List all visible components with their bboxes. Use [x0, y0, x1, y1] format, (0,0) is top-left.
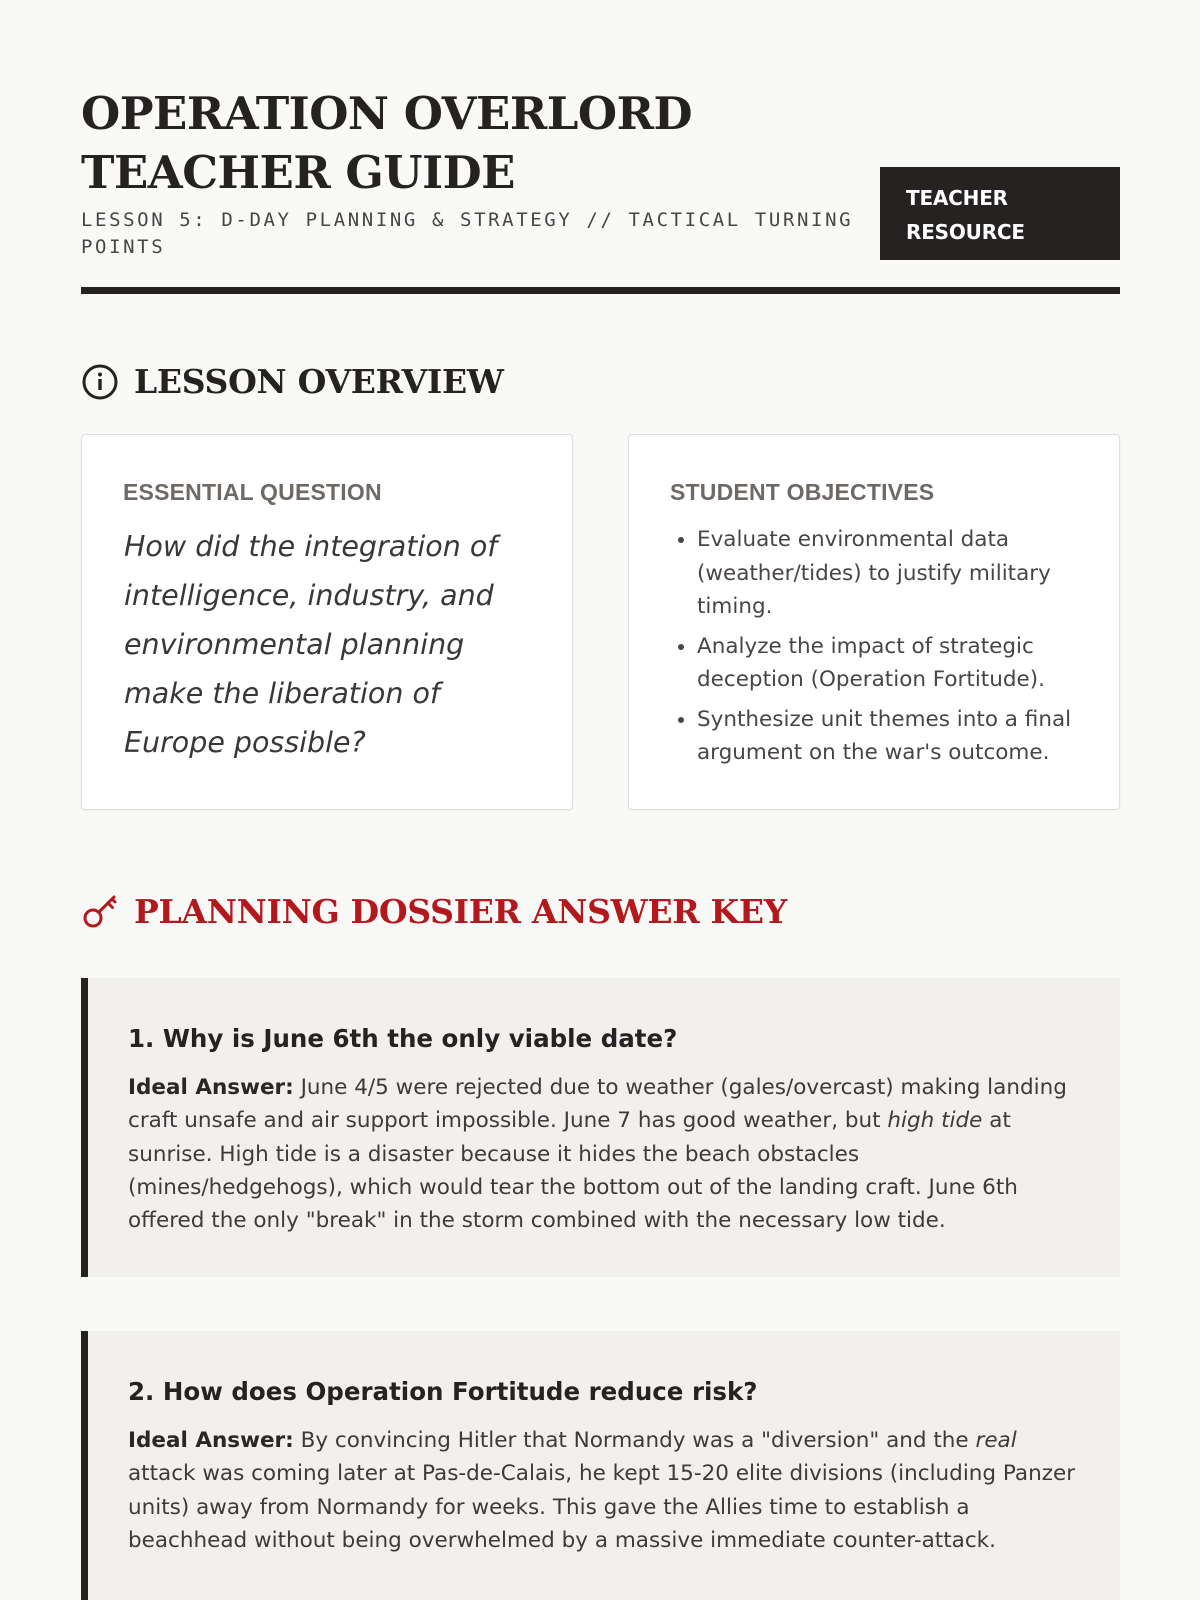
- essential-question-text: How did the integration of intelligence, industry, and environmental planning make the liberation of Europe possible?: [124, 530, 498, 759]
- answer-emphasis: real: [975, 1428, 1017, 1453]
- answer-body: attack was coming later at Pas-de-Calais, he kept 15-20 elite divisions (including Panzer units) away from Normandy for weeks. This gave the Allies time to establish a beachhead without being overwhelmed by a massive immediate counter-attack.: [128, 1461, 1076, 1553]
- teacher-guide-page: [81, 0, 1120, 1553]
- essential-question-card: [81, 434, 573, 810]
- answer-key-title: PLANNING DOSSIER ANSWER KEY: [134, 892, 788, 931]
- answer-question: 2. How does Operation Fortitude reduce risk?: [128, 1377, 758, 1406]
- answer-block: [81, 1331, 1120, 1600]
- student-objectives-label: STUDENT OBJECTIVES: [670, 479, 935, 505]
- answer-text: [128, 1424, 1078, 1557]
- ideal-answer-label: Ideal Answer:: [128, 1428, 294, 1453]
- objective-item: • Synthesize unit themes into a final argument on the war's outcome.: [697, 703, 1117, 770]
- lesson-subtitle: LESSON 5: D-DAY PLANNING & STRATEGY // TACTICAL TURNING POINTS: [81, 209, 854, 258]
- objectives-list: [670, 523, 1117, 776]
- key-icon: [81, 893, 119, 931]
- teacher-resource-badge: TEACHER RESOURCE: [880, 167, 1120, 260]
- answer-block: [81, 978, 1120, 1277]
- student-objectives-card: [628, 434, 1120, 810]
- answer-question: 1. Why is June 6th the only viable date?: [128, 1024, 678, 1053]
- answer-body: By convincing Hitler that Normandy was a "diversion" and the: [293, 1428, 976, 1453]
- answer-key-heading: [81, 892, 787, 931]
- header-divider: [81, 287, 1120, 294]
- answer-body: June 4/5 were rejected due to weather (gales/overcast) making landing craft unsafe and air support impossible. June 7 has good weather, but: [128, 1075, 1067, 1134]
- objective-item: • Analyze the impact of strategic deception (Operation Fortitude).: [697, 630, 1117, 697]
- answer-body: at sunrise. High tide is a disaster because it hides the beach obstacles (mines/hedgehogs), which would tear the bottom out of the landing craft. June 6th offered the only "break" in the storm combined with the necessary low tide.: [128, 1108, 1018, 1234]
- lesson-overview-title: LESSON OVERVIEW: [134, 362, 504, 401]
- answer-text: [128, 1071, 1078, 1237]
- essential-question-label: ESSENTIAL QUESTION: [123, 479, 382, 505]
- objective-item: • Evaluate environmental data (weather/tides) to justify military timing.: [697, 523, 1117, 624]
- page-header: [81, 0, 1120, 294]
- info-circle-icon: [81, 363, 119, 401]
- page-title: OPERATION OVERLORD TEACHER GUIDE: [81, 87, 693, 199]
- ideal-answer-label: Ideal Answer:: [128, 1075, 294, 1100]
- lesson-overview-heading: [81, 362, 504, 401]
- answer-emphasis: high tide: [887, 1108, 983, 1134]
